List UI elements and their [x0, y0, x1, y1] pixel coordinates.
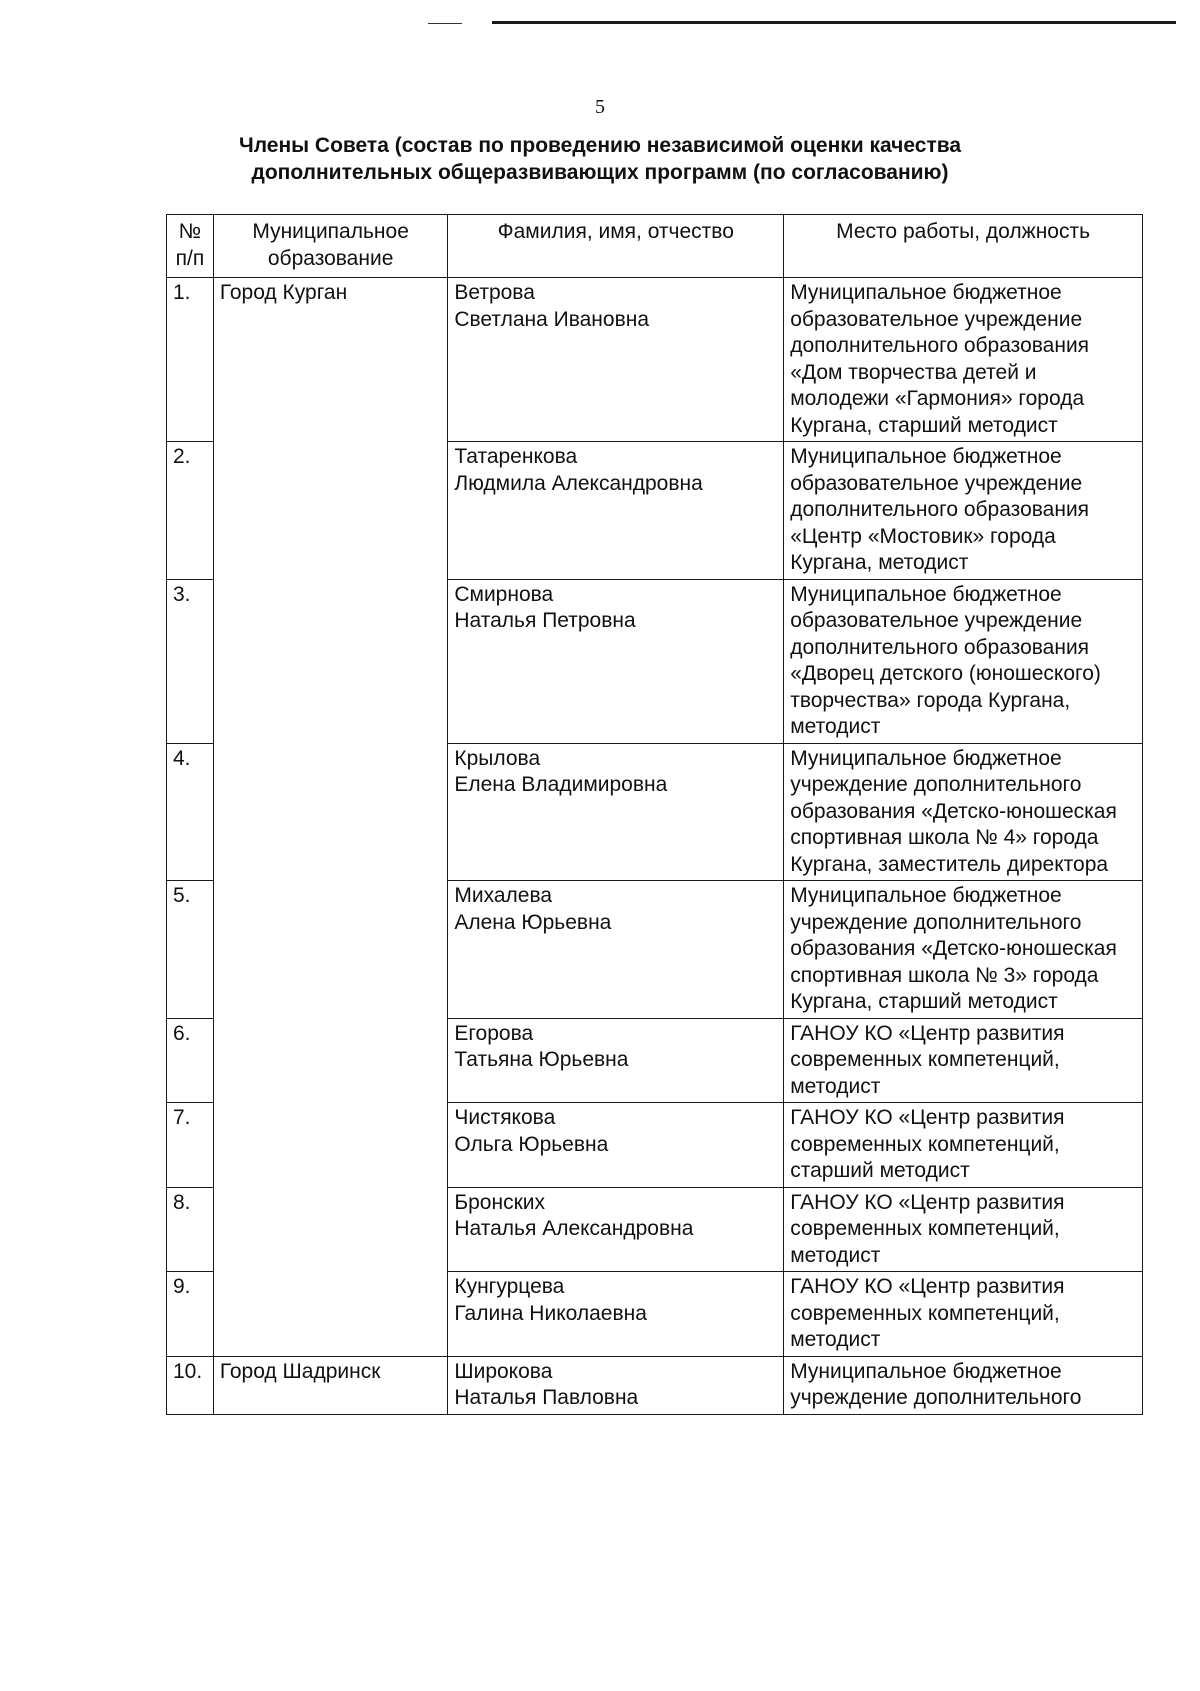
municipality-cell: Город Шадринск [213, 1356, 447, 1414]
council-members-table [166, 214, 1143, 1415]
workplace-cell: Муниципальное бюджетное учреждение дополнительного образования «Детско-юношеская спортивная школа № 4» города Кургана, заместитель директора [784, 743, 1143, 881]
row-number: 5. [167, 881, 214, 1019]
workplace-cell: Муниципальное бюджетное учреждение дополнительного [784, 1356, 1143, 1414]
title-line-2: дополнительных общеразвивающих программ (по согласованию) [251, 161, 949, 184]
municipality-cell: Город Курган [213, 278, 447, 1357]
member-surname: Кунгурцева [454, 1275, 565, 1298]
workplace-cell: ГАНОУ КО «Центр развития современных компетенций, старший методист [784, 1103, 1143, 1188]
title-line-1: Члены Совета (состав по проведению независимой оценки качества [238, 134, 962, 157]
member-name-cell [448, 579, 784, 743]
member-given-names: Татьяна Юрьевна [454, 1048, 629, 1071]
top-rule [492, 21, 1176, 24]
row-number: 2. [167, 442, 214, 580]
member-given-names: Наталья Александровна [454, 1217, 694, 1240]
row-number: 3. [167, 579, 214, 743]
member-name-cell [448, 1356, 784, 1414]
member-surname: Татаренкова [454, 445, 578, 468]
header-workplace: Место работы, должность [784, 215, 1143, 278]
member-surname: Ветрова [454, 281, 535, 304]
member-name-cell [448, 1103, 784, 1188]
member-given-names: Алена Юрьевна [454, 910, 612, 934]
member-surname: Бронских [454, 1190, 545, 1214]
member-name-cell [448, 1187, 784, 1272]
row-number: 9. [167, 1272, 214, 1357]
member-surname: Михалева [454, 884, 553, 907]
member-name-cell [448, 442, 784, 580]
row-number: 7. [167, 1103, 214, 1188]
member-name-cell [448, 1018, 784, 1103]
header-num: № п/п [167, 215, 214, 278]
row-number: 10. [167, 1356, 214, 1414]
row-number: 4. [167, 743, 214, 881]
workplace-cell: ГАНОУ КО «Центр развития современных компетенций, методист [784, 1187, 1143, 1272]
header-municipality: Муниципальное образование [213, 215, 447, 278]
member-surname: Егорова [454, 1021, 534, 1045]
table-header-row [167, 215, 1143, 278]
workplace-cell: Муниципальное бюджетное учреждение дополнительного образования «Детско-юношеская спортивная школа № 3» города Кургана, старший методист [784, 881, 1143, 1019]
member-given-names: Ольга Юрьевна [454, 1132, 609, 1156]
member-given-names: Людмила Александровна [454, 471, 703, 495]
member-given-names: Галина Николаевна [454, 1301, 647, 1325]
member-given-names: Светлана Ивановна [454, 307, 650, 331]
table-row [167, 278, 1143, 442]
workplace-cell: ГАНОУ КО «Центр развития современных компетенций, методист [784, 1018, 1143, 1103]
member-given-names: Наталья Павловна [454, 1386, 639, 1409]
member-name-cell [448, 278, 784, 442]
member-given-names: Елена Владимировна [454, 773, 668, 796]
row-number: 1. [167, 278, 214, 442]
table-row [167, 1356, 1143, 1414]
row-number: 6. [167, 1018, 214, 1103]
header-name: Фамилия, имя, отчество [448, 215, 784, 278]
workplace-cell: Муниципальное бюджетное образовательное учреждение дополнительного образования «Дом творчества детей и молодежи «Гармония» города Кургана, старший методист [784, 278, 1143, 442]
row-number: 8. [167, 1187, 214, 1272]
page-number: 5 [595, 96, 605, 118]
member-surname: Крылова [454, 746, 541, 770]
document-title [150, 132, 1050, 186]
member-surname: Смирнова [454, 582, 554, 606]
member-surname: Чистякова [454, 1106, 556, 1129]
member-given-names: Наталья Петровна [454, 609, 636, 632]
table-body [167, 278, 1143, 1415]
member-name-cell [448, 1272, 784, 1357]
workplace-cell: Муниципальное бюджетное образовательное учреждение дополнительного образования «Дворец детского (юношеского) творчества» города Кургана, методист [784, 579, 1143, 743]
top-rule-short [428, 23, 462, 24]
member-surname: Широкова [454, 1359, 553, 1383]
member-name-cell [448, 743, 784, 881]
workplace-cell: ГАНОУ КО «Центр развития современных компетенций, методист [784, 1272, 1143, 1357]
workplace-cell: Муниципальное бюджетное образовательное учреждение дополнительного образования «Центр «Мостовик» города Кургана, методист [784, 442, 1143, 580]
member-name-cell [448, 881, 784, 1019]
